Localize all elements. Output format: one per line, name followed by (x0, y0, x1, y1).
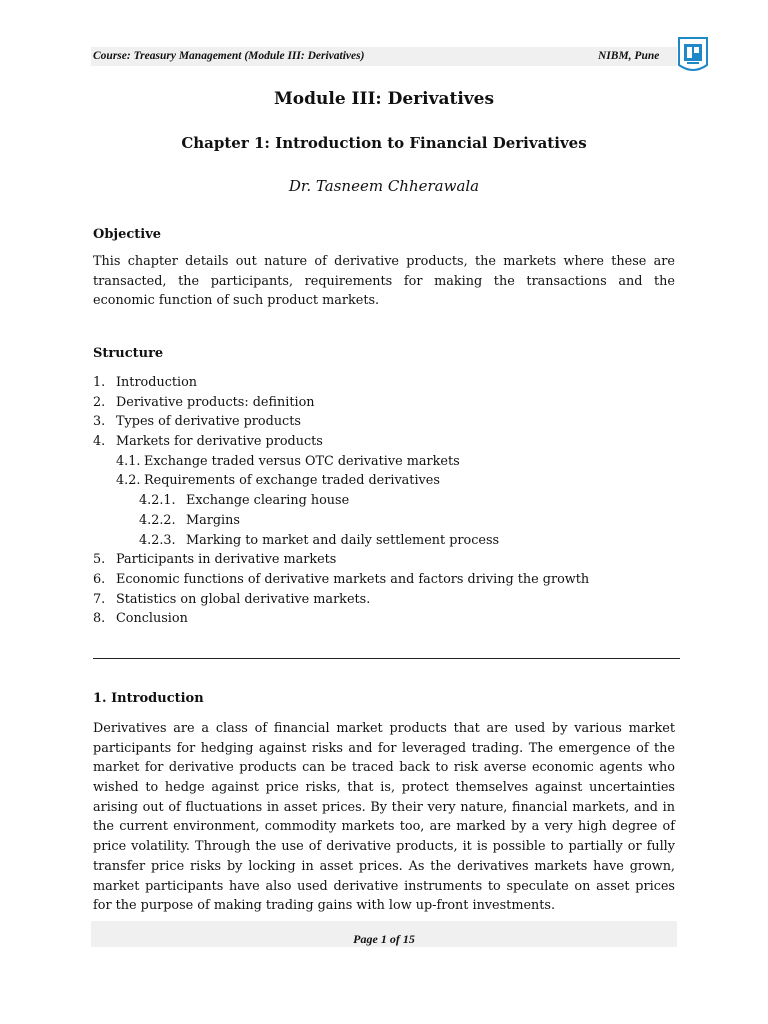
structure-item-text: Exchange clearing house (186, 493, 350, 509)
structure-heading: Structure (93, 346, 164, 361)
structure-item-text: Economic functions of derivative markets and factors driving the growth (116, 571, 590, 587)
structure-item-number: 8. (93, 611, 106, 627)
structure-item-number: 4.2. (116, 473, 141, 489)
structure-item-text: Margins (186, 512, 240, 528)
objective-line: economic function of such product markets. (93, 293, 380, 309)
introduction-line: market for derivative products can be traced back to risk averse economic agents who (93, 760, 675, 776)
introduction-heading: 1. Introduction (93, 691, 204, 706)
structure-item-number: 6. (93, 571, 106, 587)
structure-item-number: 4.1. (116, 453, 141, 469)
structure-item-number: 4. (93, 434, 106, 450)
introduction-line: arising out of fluctuations in asset prices. By their very nature, financial markets, and in (93, 799, 675, 815)
structure-item-text: Derivative products: definition (116, 394, 315, 410)
structure-item-text: Requirements of exchange traded derivatives (144, 473, 440, 489)
introduction-line: the current environment, commodity markets too, are marked by a very high degree of (93, 819, 675, 835)
objective-paragraph (93, 252, 675, 311)
introduction-paragraph (93, 719, 675, 916)
page-number: Page 1 of 15 (353, 932, 415, 946)
introduction-line: transfer price risks by locking in asset prices. As the derivatives markets have grown, (93, 858, 675, 874)
module-title: Module III: Derivatives (273, 89, 495, 109)
structure-item-number: 3. (93, 414, 106, 430)
structure-item-text: Markets for derivative products (116, 434, 323, 450)
introduction-line: wished to hedge against price risks, that is, protect themselves against uncertainties (93, 780, 675, 796)
introduction-line: Derivatives are a class of financial market products that are used by various market (93, 721, 675, 736)
structure-item-number: 5. (93, 552, 106, 568)
introduction-line: market participants have also used derivative instruments to speculate on asset prices (93, 878, 675, 894)
structure-item-text: Marking to market and daily settlement process (186, 532, 500, 548)
structure-item-number: 1. (93, 375, 106, 390)
header-course: Course: Treasury Management (Module III: Derivatives) (93, 50, 365, 62)
structure-item-number: 4.2.1. (139, 493, 176, 509)
structure-item-number: 7. (93, 591, 106, 607)
structure-item-number: 4.2.2. (139, 512, 176, 528)
structure-item-text: Conclusion (116, 611, 188, 627)
chapter-title: Chapter 1: Introduction to Financial Derivatives (181, 134, 587, 152)
introduction-line: participants for hedging against risks and for leveraged trading. The emergence of the (93, 740, 675, 756)
structure-item-text: Statistics on global derivative markets. (116, 591, 371, 607)
objective-line: transacted, the participants, requirements for making the transactions and the (93, 273, 675, 289)
structure-item-text: Participants in derivative markets (116, 552, 337, 568)
introduction-line: for the purpose of making trading gains with low up-front investments. (93, 898, 556, 914)
objective-line: This chapter details out nature of derivative products, the markets where these are (93, 254, 675, 269)
author-name: Dr. Tasneem Chherawala (288, 177, 480, 195)
structure-item-text: Introduction (116, 375, 198, 390)
section-divider (93, 658, 680, 659)
header-institute: NIBM, Pune (598, 50, 660, 62)
nibm-logo-icon (676, 35, 710, 75)
objective-heading: Objective (93, 227, 162, 242)
introduction-line: price volatility. Through the use of derivative products, it is possible to partially or fully (93, 839, 675, 855)
structure-item-number: 2. (93, 394, 106, 410)
structure-item-number: 4.2.3. (139, 532, 176, 548)
structure-item-text: Types of derivative products (116, 414, 301, 430)
structure-item-text: Exchange traded versus OTC derivative markets (144, 453, 460, 469)
